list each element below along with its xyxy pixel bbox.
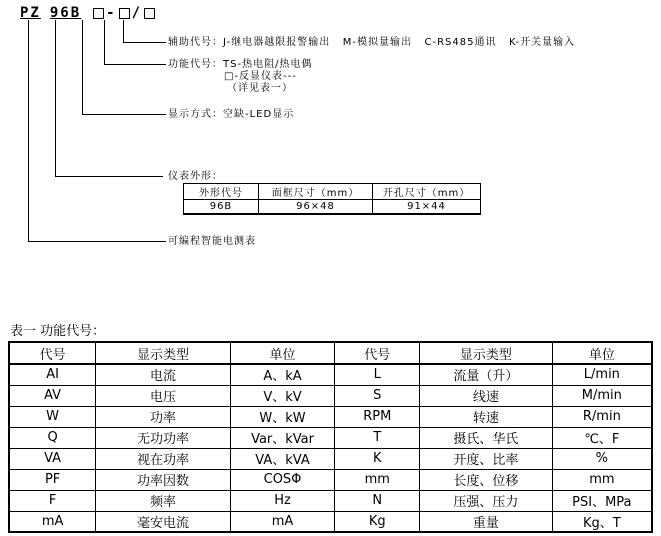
cell-unit: PSI、MPa (552, 490, 652, 511)
cell-unit: ℃、F (552, 427, 652, 448)
func-header-code-left: 代号 (9, 342, 96, 364)
cell-type: 重量 (420, 511, 553, 532)
func-header-type-left: 显示类型 (96, 342, 230, 364)
cell-unit: A、kA (230, 364, 335, 385)
cell-type: 无功功率 (96, 427, 230, 448)
cell-unit: Hz (230, 490, 335, 511)
cell-unit: V、kV (230, 385, 335, 406)
table-row (9, 385, 652, 406)
cell-code: K (335, 448, 420, 469)
cell-type: 频率 (96, 490, 230, 511)
function-code-table (8, 341, 653, 533)
cell-code: RPM (335, 406, 420, 427)
cell-type: 流量（升） (420, 364, 553, 385)
cell-type: 转速 (420, 406, 553, 427)
cell-code: VA (9, 448, 96, 469)
cell-unit: M/min (552, 385, 652, 406)
model-size: 96B (49, 5, 82, 21)
shape-header-frame-size: 面框尺寸（mm） (259, 184, 373, 200)
model-separator-slash: / (131, 5, 143, 21)
model-box-aux-icon (144, 8, 155, 19)
cell-code: Q (9, 427, 96, 448)
cell-type: 电压 (96, 385, 230, 406)
table-row (9, 490, 652, 511)
cell-code: mA (9, 511, 96, 532)
cell-type: 视在功率 (96, 448, 230, 469)
cell-unit: mA (230, 511, 335, 532)
table-row (9, 364, 652, 385)
cell-type: 毫安电流 (96, 511, 230, 532)
cell-code: W (9, 406, 96, 427)
func-header-code-right: 代号 (335, 342, 420, 364)
cell-unit: W、kW (230, 406, 335, 427)
model-box-function-icon (119, 8, 130, 19)
cell-unit: VA、kVA (230, 448, 335, 469)
cell-code: PF (9, 469, 96, 490)
cell-unit: COSΦ (230, 469, 335, 490)
cell-code: F (9, 490, 96, 511)
function-code-text-line3: （详见表一） (227, 83, 293, 94)
connector-aux (123, 20, 166, 43)
shape-table-header-row (184, 184, 481, 200)
aux-code-text: 辅助代号：J-继电器越限报警输出 M-模拟量输出 C-RS485通讯 K-开关量输入 (168, 37, 576, 48)
model-separator-dash: - (106, 5, 117, 21)
shape-cell-code: 96B (184, 200, 259, 214)
cell-unit: L/min (552, 364, 652, 385)
cell-code: N (335, 490, 420, 511)
model-prefix: PZ (20, 5, 41, 21)
cell-unit: mm (552, 469, 652, 490)
cell-type: 长度、位移 (420, 469, 553, 490)
func-header-unit-right: 单位 (552, 342, 652, 364)
model-box-display-icon (93, 8, 104, 19)
programmable-meter-text: 可编程智能电测表 (168, 236, 256, 247)
func-header-unit-left: 单位 (230, 342, 335, 364)
shape-cell-hole-size: 91×44 (373, 200, 481, 214)
table-row (9, 511, 652, 532)
shape-cell-frame-size: 96×48 (259, 200, 373, 214)
func-table-header-row (9, 342, 652, 364)
display-mode-text: 显示方式：空缺-LED显示 (168, 109, 295, 120)
cell-code: Kg (335, 511, 420, 532)
cell-type: 摄氏、华氏 (420, 427, 553, 448)
shape-table (183, 183, 481, 215)
function-table-title: 表一 功能代号： (10, 324, 106, 339)
cell-type: 电流 (96, 364, 230, 385)
model-code-line (20, 5, 157, 21)
table-row (9, 448, 652, 469)
shape-header-code: 外形代号 (184, 184, 259, 200)
cell-unit: Var、kVar (230, 427, 335, 448)
cell-type: 线速 (420, 385, 553, 406)
cell-code: mm (335, 469, 420, 490)
cell-code: AI (9, 364, 96, 385)
function-code-text-line2: □-反显仪表--- (224, 71, 297, 82)
table-row (9, 469, 652, 490)
cell-code: L (335, 364, 420, 385)
cell-unit: % (552, 448, 652, 469)
cell-type: 开度、比率 (420, 448, 553, 469)
cell-type: 压强、压力 (420, 490, 553, 511)
cell-code: S (335, 385, 420, 406)
cell-unit: Kg、T (552, 511, 652, 532)
table-row (9, 406, 652, 427)
cell-type: 功率因数 (96, 469, 230, 490)
cell-unit: R/min (552, 406, 652, 427)
table-row (9, 427, 652, 448)
shape-header-hole-size: 开孔尺寸（mm） (373, 184, 481, 200)
shape-table-data-row (184, 200, 481, 214)
shape-label: 仪表外形： (168, 171, 223, 182)
cell-type: 功率 (96, 406, 230, 427)
cell-code: T (335, 427, 420, 448)
func-header-type-right: 显示类型 (420, 342, 553, 364)
cell-code: AV (9, 385, 96, 406)
function-code-text-line1: 功能代号：TS-热电阻/热电偶 (168, 59, 313, 70)
